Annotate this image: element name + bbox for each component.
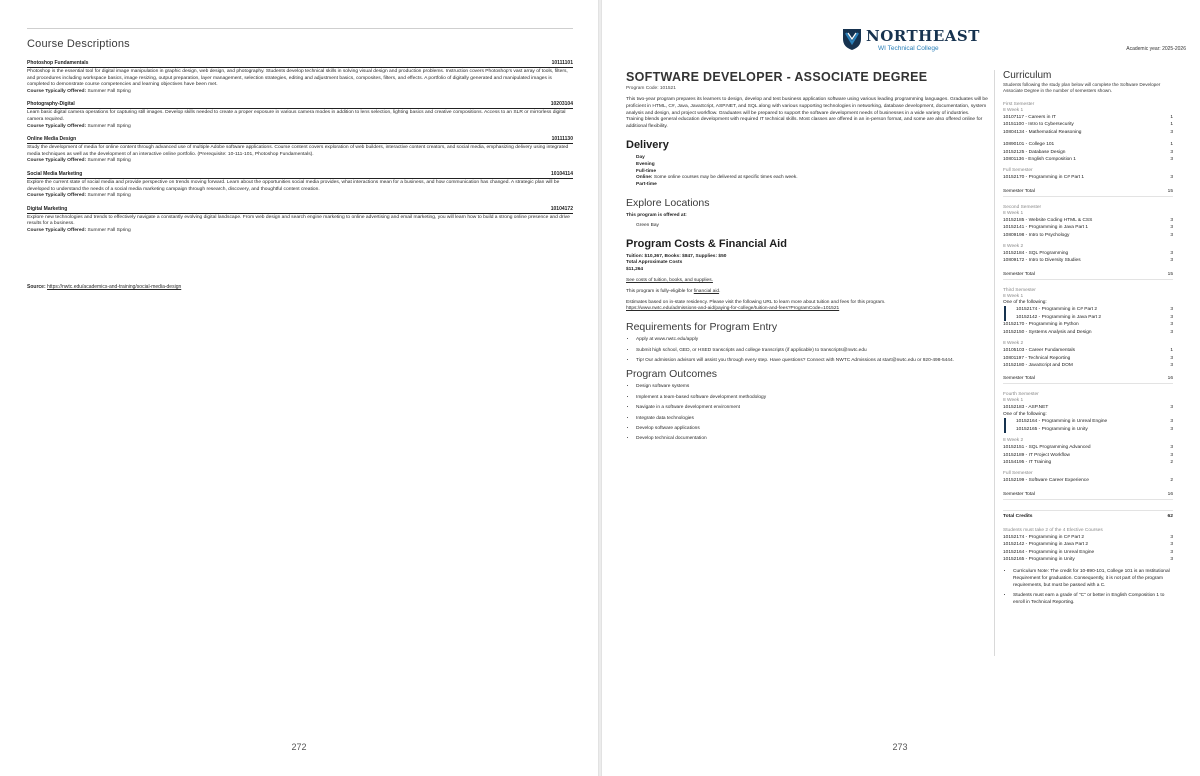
- course-row: 10105103 - Career Fundamentals 1: [1003, 348, 1173, 354]
- requirements-list: [626, 337, 988, 364]
- curriculum-heading: Curriculum: [1003, 70, 1052, 81]
- see-costs-link[interactable]: See costs of tuition, books, and supplies.: [626, 277, 713, 283]
- semester-block: First Semester 8 Week 1 10107117 - Careers in IT 1 10151100 - Intro to Cybersecurity 1 10804134 - Mathematical Reasoning 3 10890101 - College 101 1 10152125 - Database Design 3 10801136 - English Composition 1 3 Full Semester 10152170 - Programming in C# Part 1 3 Semester Total 15: [1003, 102, 1173, 197]
- course-item: [27, 101, 573, 130]
- column-divider: [994, 70, 995, 656]
- choice-group: [1004, 418, 1173, 433]
- list-item: • Develop technical documentation: [636, 436, 988, 442]
- choice-group: [1004, 306, 1173, 321]
- course-row: 10890101 - College 101 1: [1003, 142, 1173, 148]
- tuition-fees-link[interactable]: https://www.nwtc.edu/admissions-and-aid/paying-for-college/tuition-and-fees?ProgramCode=101521: [626, 306, 840, 312]
- course-row: 10154195 - IT Training 2: [1003, 459, 1173, 465]
- semester-total: Semester Total 16: [1003, 492, 1173, 500]
- course-row: 10804134 - Mathematical Reasoning 3: [1003, 129, 1173, 135]
- course-row: 10152185 - Website Coding HTML & CSS 3: [1003, 217, 1173, 223]
- course-description: Learn basic digital camera operations for capturing still images. Develop skills needed to create a proper exposure in various camera modes in addition to lens selection, lighting basics and creative compositions. Access to an SLR or mirrorless digital camera required.: [27, 110, 566, 122]
- course-code: 10111101: [551, 60, 573, 66]
- course-list: [27, 60, 573, 241]
- course-row: 10152164 - Programming in Unreal Engine 3: [1003, 549, 1173, 555]
- course-item: [27, 206, 573, 235]
- course-code: 10111130: [551, 136, 573, 143]
- course-item: [27, 171, 573, 200]
- curriculum-panel: [1003, 70, 1173, 609]
- left-page: [0, 0, 598, 776]
- course-row: 10152142 - Programming in Java Part 2 3: [1016, 314, 1173, 320]
- financial-aid-line: This program is fully-eligible for financial aid.: [626, 288, 721, 294]
- page-heading: Course Descriptions: [27, 38, 130, 50]
- course-name: Photography-Digital: [27, 101, 75, 108]
- delivery-heading: Delivery: [626, 138, 669, 151]
- list-item: • Integrate data technologies: [636, 416, 988, 422]
- course-row: 10152189 - IT Project Workflow 3: [1003, 452, 1173, 458]
- course-name: Social Media Marketing: [27, 170, 83, 177]
- semester-block: Second Semester 8 Week 1 10152185 - Website Coding HTML & CSS 3 10152141 - Programming in Java Part 1 3 10809198 - Intro to Psychology 3 8 Week 2 10152184 - SQL Programming 3 10809172 - Intro to Diversity Studies 3 Semester Total 15: [1003, 205, 1173, 280]
- course-row: 10152183 - ASP.NET 3: [1003, 405, 1173, 411]
- course-offered: Course Typically Offered: Summer Fall Spring: [27, 158, 131, 164]
- course-row: 10152174 - Programming in C# Part 2 3: [1003, 534, 1173, 540]
- tuition-line: Tuition: $10,367, Books: $847, Supplies: $50: [626, 253, 727, 259]
- total-costs-value: $11,264: [626, 267, 644, 273]
- outcomes-list: [626, 384, 988, 442]
- semester-total: Semester Total 15: [1003, 189, 1173, 197]
- top-rule: [27, 28, 573, 29]
- logo-wordmark: NORTHEAST: [866, 27, 980, 45]
- right-page: [602, 0, 1200, 776]
- offered-at-label: This program is offered at:: [626, 212, 687, 218]
- course-row: 10152170 - Programming in C# Part 1 3: [1003, 175, 1173, 181]
- delivery-list: Day Evening Full-time Online: Some online courses may be delivered at specific times each week. Part-time: [636, 154, 798, 188]
- course-offered: Course Typically Offered: Summer Fall Spring: [27, 123, 131, 129]
- course-row: 10152199 - Software Career Experience 2: [1003, 478, 1173, 484]
- list-item: • Tip! Our admission advisors will assist you through every step. Have questions? Connect with NWTC Admissions at start@nwtc.edu or 920-498-5444.: [636, 358, 988, 364]
- course-row: 10152151 - SQL Programming Advanced 3: [1003, 445, 1173, 451]
- list-item: • Develop software applications: [636, 426, 988, 432]
- course-item: [27, 60, 573, 95]
- course-row: 10107117 - Careers in IT 1: [1003, 115, 1173, 120]
- estimates-note: Estimates based on in-state residency. Please visit the following URL to learn more about tuition and fees for this program.: [626, 299, 886, 305]
- semester-total: Semester Total 15: [1003, 272, 1173, 280]
- total-costs-label: Total Approximate Costs: [626, 260, 683, 266]
- course-code: 10104172: [550, 205, 573, 212]
- course-row: 10152174 - Programming in C# Part 2 3: [1016, 307, 1173, 313]
- logo-subtitle: WI Technical College: [878, 45, 939, 52]
- page-number: 272: [291, 742, 307, 752]
- financial-aid-link[interactable]: financial aid: [693, 288, 720, 294]
- college-logo: [842, 27, 1002, 55]
- curriculum-intro: Students following the study plan below will complete the Software Developer Associate Degree in the number of semesters shown.: [1003, 82, 1161, 93]
- curriculum-notes: [1003, 569, 1173, 606]
- semester-total: Semester Total 16: [1003, 376, 1173, 384]
- program-title: SOFTWARE DEVELOPER - ASSOCIATE DEGREE: [626, 70, 928, 84]
- course-row: 10152184 - SQL Programming 3: [1003, 251, 1173, 257]
- costs-heading: Program Costs & Financial Aid: [626, 237, 787, 250]
- academic-year: Academic year: 2025-2026: [1126, 46, 1186, 52]
- course-row: 10809198 - Intro to Psychology 3: [1003, 232, 1173, 238]
- electives-block: Students must take 2 of the 4 Elective Courses 10152174 - Programming in C# Part 2 3 10152142 - Programming in Java Part 2 3 10152164 - Programming in Unreal Engine 3 10152165 - Programming in Unity 3: [1003, 527, 1173, 562]
- course-row: 10801197 - Technical Reporting 3: [1003, 355, 1173, 361]
- course-code: 10104114: [551, 170, 573, 177]
- course-row: 10152165 - Programming in Unity 3: [1016, 426, 1173, 432]
- page-number: 273: [892, 742, 908, 752]
- course-name: Photoshop Fundamentals: [27, 60, 89, 66]
- course-name: Digital Marketing: [27, 205, 68, 212]
- course-row: 10801136 - English Composition 1 3: [1003, 157, 1173, 163]
- course-row: 10152142 - Programming in Java Part 2 3: [1003, 542, 1173, 548]
- total-credits: Total Credits 62: [1003, 510, 1173, 519]
- course-row: 10809172 - Intro to Diversity Studies 3: [1003, 258, 1173, 264]
- course-offered: Course Typically Offered: Summer Fall Spring: [27, 227, 131, 233]
- locations-heading: Explore Locations: [626, 196, 710, 209]
- semester-block: Third Semester 8 Week 1 One of the following: 10152174 - Programming in C# Part 2 3 10152142 - Programming in Java Part 2 3 10152170 - Programming in Python 3 10152150 - Systems Analysis and Design 3 8 Week 2 10105103 - Career Fundamentals 1 10801197 - Technical Reporting 3 10152180 - JavaScript and DOM 3 Semester Total 16: [1003, 288, 1173, 384]
- source-link[interactable]: https://nwtc.edu/academics-and-training/social-media-design: [47, 284, 182, 290]
- shield-logo-icon: [842, 27, 862, 51]
- list-item: • Design software systems: [636, 384, 988, 390]
- list-item: • Implement a team-based software development methodology: [636, 395, 988, 401]
- course-row: 10152125 - Database Design 3: [1003, 149, 1173, 155]
- course-row: 10151100 - Intro to Cybersecurity 1: [1003, 122, 1173, 128]
- list-item: • Students must earn a grade of "C" or better in English Composition 1 to enroll in Technical Reporting.: [1013, 593, 1173, 607]
- course-row: 10152141 - Programming in Java Part 1 3: [1003, 225, 1173, 231]
- course-description: Explore new technologies and trends to effectively navigate a constantly evolving digital landscape. From web design and search engine marketing to online advertising and email marketing, you will learn how to build a strong online presence and drive results for a business.: [27, 214, 570, 227]
- source-line: Source: https://nwtc.edu/academics-and-training/social-media-design: [27, 284, 182, 290]
- location-name: Green Bay: [636, 222, 659, 228]
- course-name: Online Media Design: [27, 136, 77, 143]
- requirements-heading: Requirements for Program Entry: [626, 321, 778, 334]
- course-description: Explore the current state of social media and provide perspective on trends moving forward. Learn about the opportunities social media provides, what interactions mean for a business, and how communication has changed. A strategic plan will be developed to understand the needs of a social media marketing campaign through research, discovery, and thoughtful content creation.: [27, 179, 560, 192]
- list-item: • Submit high school, GED, or HSED transcripts and college transcripts (if applicable) to transcripts@nwtc.edu: [636, 348, 988, 354]
- outcomes-heading: Program Outcomes: [626, 368, 718, 381]
- course-row: 10152150 - Systems Analysis and Design 3: [1003, 329, 1173, 335]
- course-row: 10152165 - Programming in Unity 3: [1003, 556, 1173, 562]
- program-code: Program Code: 101521: [626, 86, 676, 91]
- program-intro: This two-year program prepares its learners to design, develop and test business application software using various leading programming languages. Graduates will be proficient in HTML, C#, Java, JavaScript, ASP.NET, and SQL along with various supporting technologies in networking, database development, documentation, system analysis and design, and project workflow. Graduates will be prepared to support the software development needs of businesses in a wide variety of industries. Training blends general education development with required IT technical skills. Most classes are offered in an in-person format, and some are also offered online for additional flexibility.: [626, 97, 988, 130]
- list-item: • Apply at www.nwtc.edu/apply: [636, 337, 988, 343]
- course-description: Study the development of media for online content through advanced use of multiple Adobe software applications. Course content covers exploration of web builders, interactive content creators, and social media, emphasizing delivery using integrated media techniques as well as the development of an interactive online portfolio. (Prerequisite: 10-111-101, Photoshop Fundamentals).: [27, 145, 569, 157]
- program-main: [626, 70, 988, 447]
- course-code: 10203104: [550, 101, 573, 108]
- course-row: 10152180 - JavaScript and DOM 3: [1003, 362, 1173, 368]
- course-description: Photoshop is the essential tool for digital image manipulation in graphic design, web design, and photography. Students develop technical skills in solving visual design and production problems. Instruction covers Photoshop's vast array of tools, filters, and procedures including workspace basics, image resizing, output preparation, layer management, selection strategies, editing and adjustment basics, composites, filters, and effects. A portfolio of digitally generated and manipulated images is completed to demonstrate course competencies and learning objectives have been met.: [27, 69, 568, 88]
- course-offered: Course Typically Offered: Summer Fall Spring: [27, 193, 131, 199]
- course-offered: Course Typically Offered: Summer Fall Spring: [27, 88, 131, 94]
- list-item: • Curriculum Note: The credit for 10-890-101, College 101 is an Institutional Requirement for graduation. Consequently, it is not part of the program requirements, but must be passed with a C.: [1013, 569, 1173, 589]
- semester-block: Fourth Semester 8 Week 1 10152183 - ASP.NET 3 One of the following: 10152164 - Programming in Unreal Engine 3 10152165 - Programming in Unity 3 8 Week 2 10152151 - SQL Programming Advanced 3 10152189 - IT Project Workflow 3 10154195 - IT Training 2 Full Semester 10152199 - Software Career Experience 2 Semester Total 16: [1003, 392, 1173, 499]
- course-item: [27, 136, 573, 165]
- course-row: 10152164 - Programming in Unreal Engine 3: [1016, 419, 1173, 425]
- list-item: • Navigate in a software development environment: [636, 405, 988, 411]
- course-row: 10152170 - Programming in Python 3: [1003, 322, 1173, 328]
